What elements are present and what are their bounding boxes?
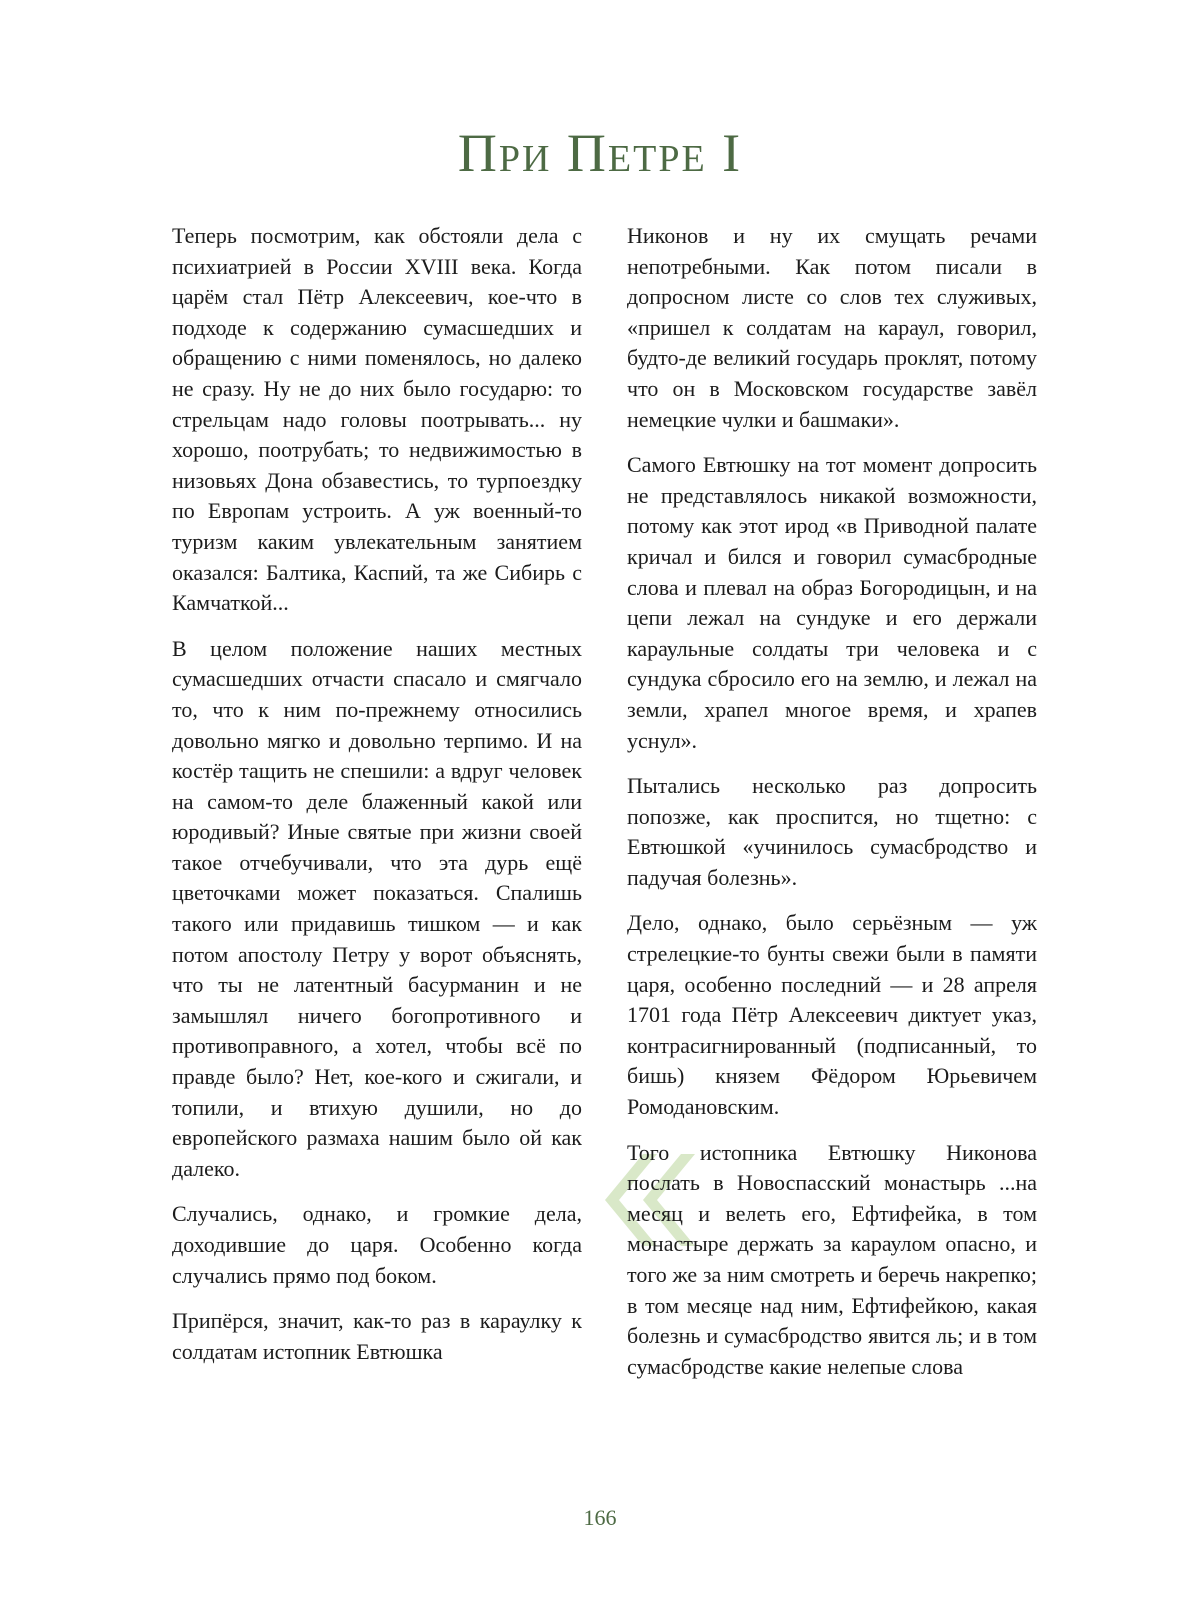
paragraph: В целом положение наших местных сумасшедших отчасти спасало и смягчало то, что к ним по-прежнему относились довольно мягко и довольно терпимо. И на костёр тащить не спешили: а вдруг человек на самом-то деле блаженный какой или юродивый? Иные святые при жизни своей такое отчебучивали, что эта дурь ещё цветочками может показаться. Спалишь такого или придавишь тишком — и как потом апостолу Петру у ворот объяснять, что ты не латентный басурманин и не замышлял ничего богопротивного и противоправного, а хотел, чтобы всё по правде было? Нет, кое-кого и сжигали, и топили, и втихую душили, но до европейского размаха нашим было ой как далеко. (172, 635, 582, 1181)
paragraph: Пытались несколько раз допросить попозже, как проспится, но тщетно: с Евтюшкой «учинилось сумасбродство и падучая болезнь». (627, 773, 1037, 890)
paragraph: Припёрся, значит, как-то раз в караулку к солдатам истопник Евтюшка (172, 1308, 582, 1364)
paragraph: Теперь посмотрим, как обстояли дела с психиатрией в России XVIII века. Когда царём стал Пётр Алексеевич, кое-что в подходе к содержанию сумасшедших и обращению с ними поменялось, но далеко не сразу. Ну не до них было государю: то стрельцам надо головы поотрывать... ну хорошо, поотрубать; то недвижимостью в низовьях Дона обзавестись, то турпоездку по Европам устроить. А уж военный-то туризм каким увлекательным занятием оказался: Балтика, Каспий, та же Сибирь с Камчаткой... (172, 223, 582, 616)
page-number: 166 (583, 1505, 617, 1530)
paragraph: Случались, однако, и громкие дела, доходившие до царя. Особенно когда случались прямо под боком. (172, 1201, 582, 1288)
paragraph: Самого Евтюшку на тот момент допросить не представлялось никакой возможности, потому как этот ирод «в Приводной палате кричал и бился и говорил сумасбродные слова и плевал на образ Богородицын, и на цепи лежал на сундуке и его держали караульные солдаты три человека и с сундука сбросило его на землю, и лежал на земли, храпел многое время, и храпев уснул». (627, 452, 1037, 753)
paragraph: Никонов и ну их смущать речами непотребными. Как потом писали в допросном листе со слов тех служивых, «пришел к солдатам на караул, говорил, будто-де великий государь проклят, потому что он в Московском государстве завёл немецкие чулки и башмаки». (627, 223, 1037, 432)
page-title: При Петре I (457, 123, 743, 183)
left-column (172, 221, 582, 1382)
paragraph: Дело, однако, было серьёзным — уж стрелецкие-то бунты свежи были в памяти царя, особенно последний — и 28 апреля 1701 года Пётр Алексеевич диктует указ, контрасигнированный (подписанный, то бишь) князем Фёдором Юрьевичем Ромодановским. (627, 910, 1037, 1120)
quoted-decree: Того истопника Евтюшку Никонова послать в Новоспасский монастырь ...на месяц и велеть его, Ефтифейка, в том монастыре держать за караулом опасно, и того же за ним смотреть и беречь накрепко; в том месяце над ним, Ефтифейкою, какая болезнь и сумасбродство явится ль; и в том сумасбродстве какие нелепые слова (627, 1139, 1037, 1379)
right-column (627, 221, 1037, 1397)
